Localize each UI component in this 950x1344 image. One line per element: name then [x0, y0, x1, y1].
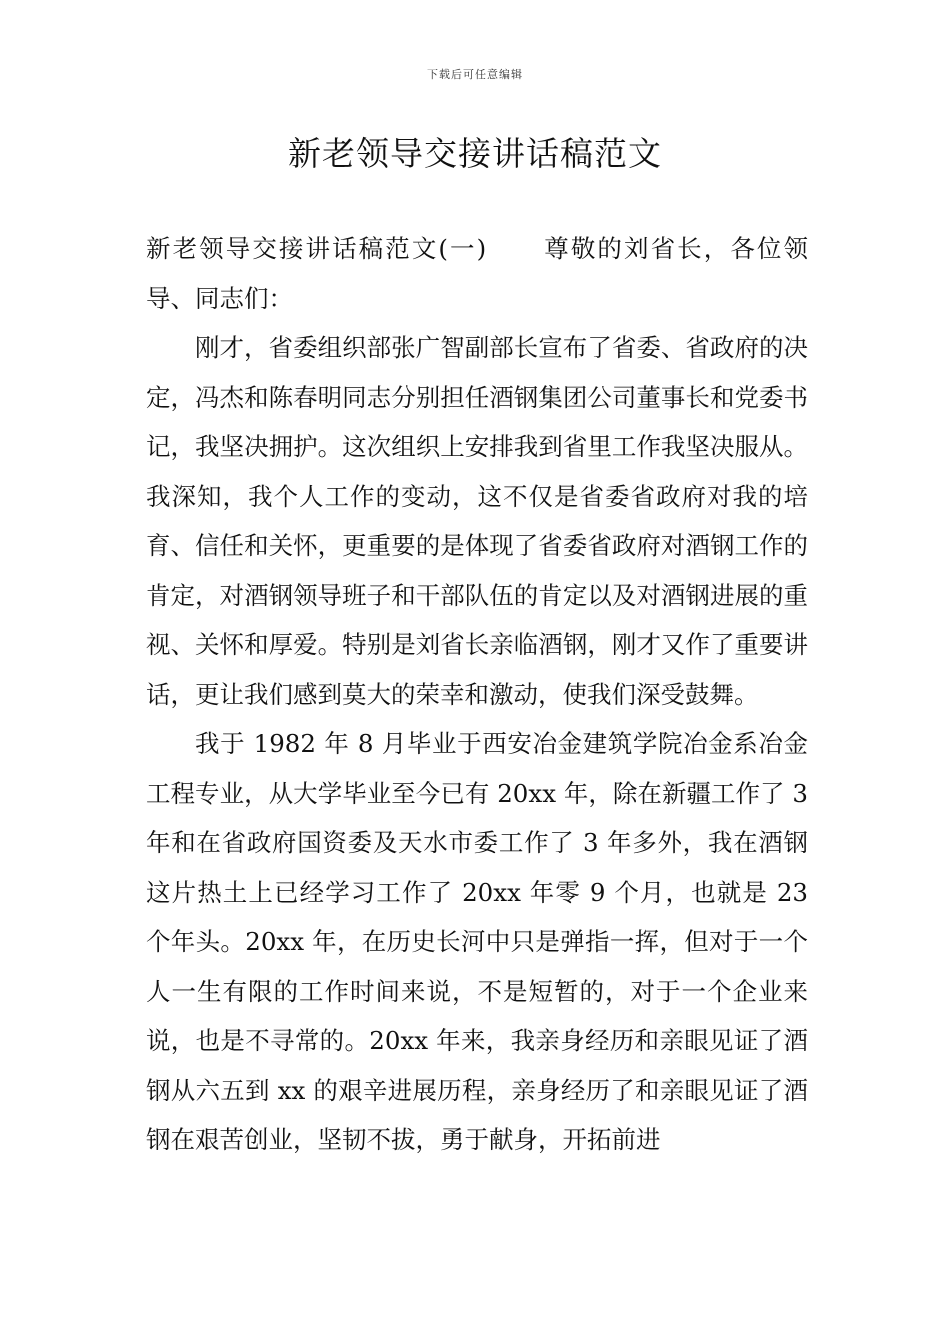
- body-paragraph-2: 我于 1982 年 8 月毕业于西安冶金建筑学院冶金系冶金工程专业，从大学毕业至今已有 20xx 年，除在新疆工作了 3 年和在省政府国资委及天水市委工作了 3 年多外，我在酒钢这片热土上已经学习工作了 20xx 年零 9 个月，也就是 23 个年头。20xx 年，在历史长河中只是弹指一挥，但对于一个人一生有限的工作时间来说，不是短暂的，对于一个企业来说，也是不寻常的。20xx 年来，我亲身经历和亲眼见证了酒钢从六五到 xx 的艰辛进展历程，亲身经历了和亲眼见证了酒钢在艰苦创业，坚韧不拔，勇于献身，开拓前进: [146, 729, 808, 1154]
- header-note: 下载后可任意编辑: [427, 68, 523, 81]
- document-body: [146, 224, 808, 1165]
- intro-heading: 新老领导交接讲话稿范文(一): [146, 234, 487, 263]
- intro-paragraph: [146, 224, 808, 323]
- salutation: 尊敬的刘省长，各位领导、同志们：: [146, 234, 809, 313]
- body-paragraph-1: 刚才，省委组织部张广智副部长宣布了省委、省政府的决定，冯杰和陈春明同志分别担任酒钢集团公司董事长和党委书记，我坚决拥护。这次组织上安排我到省里工作我坚决服从。我深知，我个人工作的变动，这不仅是省委省政府对我的培育、信任和关怀，更重要的是体现了省委省政府对酒钢工作的肯定，对酒钢领导班子和干部队伍的肯定以及对酒钢进展的重视、关怀和厚爱。特别是刘省长亲临酒钢，刚才又作了重要讲话，更让我们感到莫大的荣幸和激动，使我们深受鼓舞。: [146, 333, 808, 709]
- document-title: 新老领导交接讲话稿范文: [288, 134, 662, 173]
